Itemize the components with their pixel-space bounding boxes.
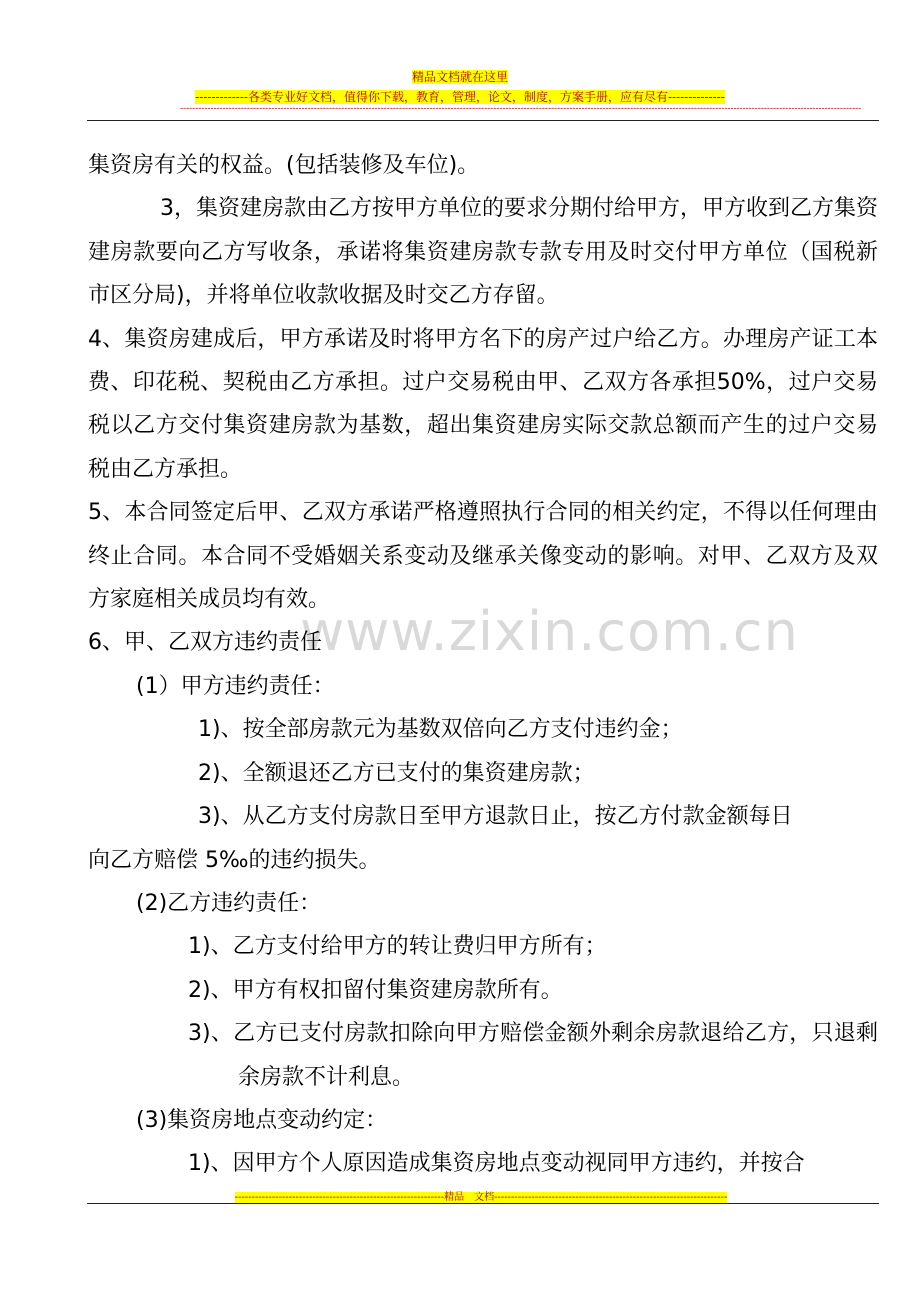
clause-4: 4、集资房建成后，甲方承诺及时将甲方名下的房产过户给乙方。办理房产证工本费、印花税、契税由乙方承担。过户交易税由甲、乙双方各承担50%，过户交易税以乙方交付集资建房款为基数，超出集资建房实际交款总额而产生的过户交易税由乙方承担。: [88, 326, 878, 482]
header-title: [0, 66, 920, 85]
party-b-breach-heading: (2)乙方违约责任：: [136, 890, 322, 916]
clause-6-heading: 6、甲、乙双方违约责任: [88, 630, 322, 656]
party-b-item-3: 3)、乙方已支付房款扣除向甲方赔偿金额外剩余房款退给乙方，只退剩余房款不计利息。: [188, 1021, 878, 1090]
document-body: [88, 144, 878, 1186]
header-title-text: 精品文档就在这里: [411, 70, 508, 84]
paragraph-rights: 集资房有关的权益。(包括装修及车位)。: [88, 153, 480, 178]
clause-3: 3，集资建房款由乙方按甲方单位的要求分期付给甲方，甲方收到乙方集资建房款要向乙方写收条，承诺将集资建房款专款专用及时交付甲方单位（国税新市区分局)，并将单位收款收据及时交乙方存留。: [88, 196, 878, 309]
party-b-item-1: 1)、乙方支付给甲方的转让费归甲方所有；: [188, 934, 607, 960]
party-b-item-2: 2)、甲方有权扣留付集资建房款所有。: [188, 977, 563, 1003]
party-a-item-3-cont: 向乙方赔偿 5‰的违约损失。: [88, 847, 381, 873]
footer-banner-text: --------------------------------------------------------------精品 文档---------------------------------------------------------------------: [234, 1192, 728, 1203]
header-banner-text: -------------各类专业好文档，值得你下载，教育，管理，论文，制度，方案手册，应有尽有--------------: [195, 90, 725, 104]
watermark: www.zixin.com.cn: [300, 600, 799, 663]
party-a-item-3: 3)、从乙方支付房款日至甲方退款日止，按乙方付款金额每日: [198, 804, 793, 830]
clause-5: 5、本合同签定后甲、乙双方承诺严格遵照执行合同的相关约定，不得以任何理由终止合同。本合同不受婚姻关系变动及继承关像变动的影响。对甲、乙双方及双方家庭相关成员均有效。: [88, 500, 878, 613]
party-a-item-2: 2)、全额退还乙方已支付的集资建房款；: [198, 760, 595, 786]
footer-rule: [87, 1203, 879, 1204]
party-a-item-1: 1)、按全部房款元为基数双倍向乙方支付违约金；: [198, 717, 683, 743]
location-change-item-1: 1)、因甲方个人原因造成集资房地点变动视同甲方违约，并按合: [188, 1151, 805, 1177]
party-a-breach-heading: (1）甲方违约责任：: [136, 673, 335, 699]
header-rule: [87, 120, 879, 121]
location-change-heading: (3)集资房地点变动约定：: [136, 1107, 388, 1133]
header-dash-line: --------------------------------------------------------------------------------------------------------------------------------------------------------------------------------------------------------------------------------: [180, 104, 862, 114]
